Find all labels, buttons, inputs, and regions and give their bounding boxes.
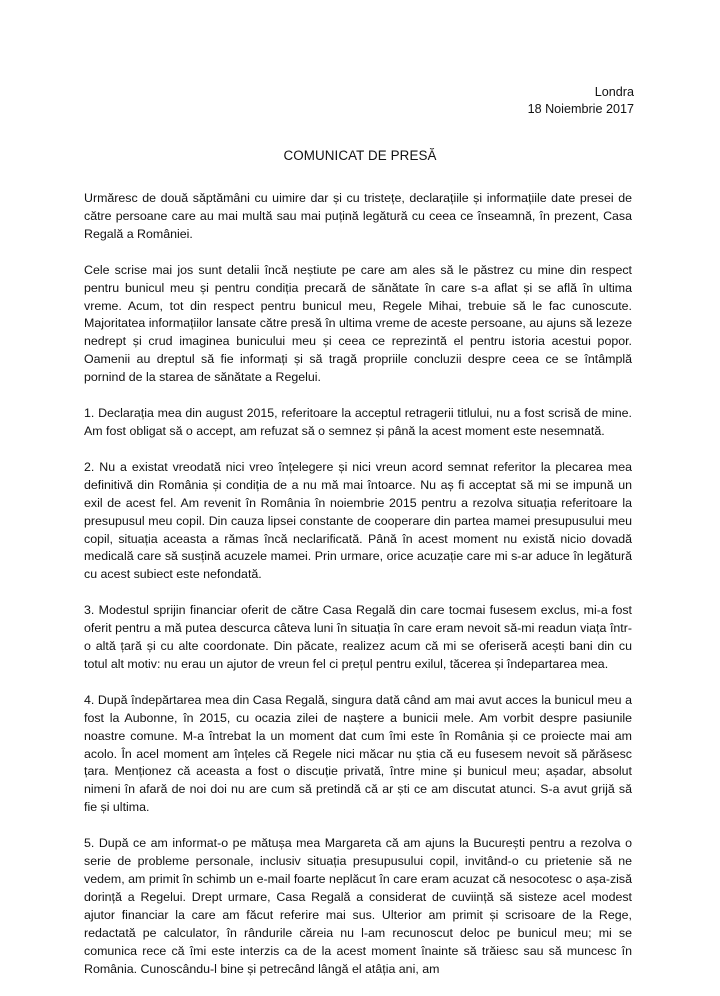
paragraph-context: Cele scrise mai jos sunt detalii încă neștiute pe care am ales să le păstrez cu mine din respect pentru bunicul meu și pentru condiția precară de sănătate în care s-a aflat și se află în ultima vreme. Acum, tot din respect pentru bunicul meu, Regele Mihai, trebuie să le fac cunoscute. Majoritatea informațiilor lansate către presă în ultima vreme de aceste persoane, au ajuns să lezeze nedrept și crud imaginea bunicului meu și ceea ce reprezintă el pentru istoria acestui popor. Oamenii au dreptul să fie informați și să tragă propriile concluzii despre ceea ce se întâmplă pornind de la starea de sănătate a Regelui. — [84, 262, 632, 385]
paragraph-point-4: 4. După îndepărtarea mea din Casa Regală, singura dată când am mai avut acces la bunicul meu a fost la Aubonne, în 2015, cu ocazia zilei de naștere a bunicii mele. Am vorbit despre pasiunile noastre comune. M-a întrebat la un moment dat cum îmi este în România și ce proiecte mai am acolo. În acel moment am înțeles că Regele nici măcar nu știa că eu fusesem nevoit să părăsesc țara. Menționez că aceasta a fost o discuție privată, între mine și bunicul meu; așadar, absolut nimeni în afară de noi doi nu are cum să pretindă că ar ști ce am discutat atunci. S-a avut grijă să fie și ultima. — [84, 692, 632, 815]
letter-header — [528, 84, 634, 118]
document-body — [84, 190, 632, 996]
paragraph-point-3: 3. Modestul sprijin financiar oferit de către Casa Regală din care tocmai fusesem exclus, mi-a fost oferit pentru a mă putea descurca câteva luni în situația în care eram nevoit să-mi readun viața într-o altă țară și cu alte coordonate. Din păcate, realizez acum că mi se oferiseră acești bani din cu totul alt motiv: nu erau un ajutor de vreun fel ci prețul pentru exilul, tăcerea și îndepartarea mea. — [84, 603, 632, 671]
paragraph-point-5: 5. După ce am informat-o pe mătușa mea Margareta că am ajuns la București pentru a rezolva o serie de probleme personale, inclusiv situația presupusului copil, invitând-o cu prietenie să ne vedem, am primit în schimb un e-mail foarte neplăcut în care eram acuzat că nesocotesc o așa-zisă dorință a Regelui. Drept urmare, Casa Regală a considerat de cuviință să sisteze acel modest ajutor financiar la care am făcut referire mai sus. Ulterior am primit și scrisoare de la Rege, redactată pe calculator, în rândurile căreia nu l-am recunoscut deloc pe bunicul meu; mi se comunica rece că îmi este interzis ca de la acest moment înainte să trăiesc sau să muncesc în România. Cunoscându-l bine și petrecând lângă el atâția ani, am — [84, 836, 632, 976]
paragraph-point-1: 1. Declarația mea din august 2015, referitoare la acceptul retragerii titlului, nu a fost scrisă de mine. Am fost obligat să o accept, am refuzat să o semnez și până la acest moment este nesemnată. — [84, 406, 632, 438]
paragraph-point-2: 2. Nu a existat vreodată nici vreo înțelegere și nici vreun acord semnat referitor la plecarea mea definitivă din România și condiția de a nu mă mai întoarce. Nu aș fi acceptat să mi se impună un exil de acest fel. Am revenit în România în noiembrie 2015 pentru a rezolva situația referitoare la presupusul meu copil. Din cauza lipsei constante de cooperare din partea mamei presupusului meu copil, situația aceasta a rămas încă neclarificată. Până în acest moment nu există nicio dovadă medicală care să susțină acuzele mamei. Prin urmare, orice acuzație care mi s-ar aduce în legătură cu acest subiect este nefondată. — [84, 459, 632, 582]
paragraph-intro: Urmăresc de două săptămâni cu uimire dar și cu tristețe, declarațiile și informațiile date presei de către persoane care au mai multă sau mai puțină legătură cu ceea ce înseamnă, în prezent, Casa Regală a României. — [84, 191, 632, 241]
header-date: 18 Noiembrie 2017 — [527, 102, 634, 116]
header-city: Londra — [594, 85, 634, 99]
document-title: COMUNICAT DE PRESĂ — [283, 148, 437, 163]
